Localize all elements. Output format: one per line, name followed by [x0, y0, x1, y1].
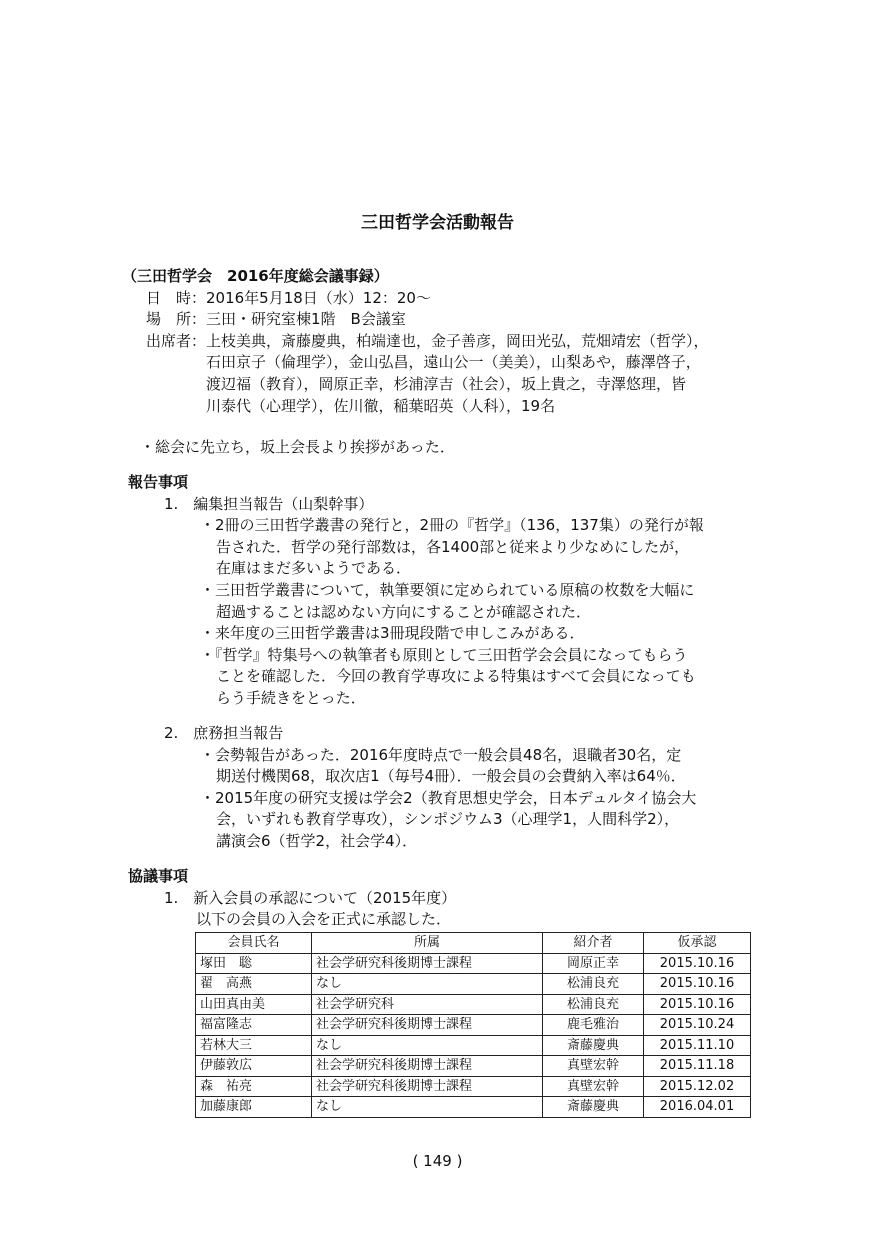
place-label: 場 所： [146, 310, 207, 329]
introducer: 松浦良充 [543, 974, 644, 995]
member-name: 翟 高燕 [196, 974, 312, 995]
report-bullets [128, 515, 704, 709]
place-value: 三田・研究室棟1階 B会議室 [206, 310, 406, 329]
affiliation: 社会学研究科後期博士課程 [312, 953, 543, 974]
attendees-line: 上枝美典，斎藤慶典，柏端達也，金子善彦，岡田光弘，荒畑靖宏（哲学）， [206, 331, 709, 350]
bullet-line: 期送付機関68，取次店1（毎号4冊）．一般会員の会費納入率は64％． [216, 767, 686, 786]
report-item-2 [128, 723, 696, 853]
affiliation: 社会学研究科後期博士課程 [312, 1056, 543, 1077]
member-name: 加藤康郎 [196, 1097, 312, 1118]
introducer: 真壁宏幹 [543, 1076, 644, 1097]
introducer: 岡原正幸 [543, 953, 644, 974]
introducer: 松浦良充 [543, 994, 644, 1015]
affiliation: 社会学研究科後期博士課程 [312, 1076, 543, 1097]
affiliation: なし [312, 1097, 543, 1118]
approval-date: 2016.04.01 [644, 1097, 751, 1118]
approval-date: 2015.11.10 [644, 1035, 751, 1056]
bullet-line: ・2冊の三田哲学叢書の発行と，2冊の『哲学』（136，137集）の発行が報 [200, 516, 704, 535]
table-row [196, 1015, 751, 1036]
date-value: 2016年5月18日（水）12：20～ [206, 288, 431, 307]
approval-date: 2015.10.16 [644, 994, 751, 1015]
bullet-line: ・三田哲学叢書について，執筆要領に定められている原稿の枚数を大幅に [200, 580, 695, 599]
col-provisional-approval: 仮承認 [644, 933, 751, 954]
introducer: 真壁宏幹 [543, 1056, 644, 1077]
approval-date: 2015.10.24 [644, 1015, 751, 1036]
bullet-line: 講演会6（哲学2，社会学4）． [216, 831, 418, 850]
attendees-line: 渡辺福（教育），岡原正幸，杉浦淳吉（社会），坂上貴之，寺澤悠理，皆 [206, 374, 687, 393]
table-row [196, 1056, 751, 1077]
page-title: 三田哲学会活動報告 [361, 213, 514, 233]
bullet-line: らう手続きをとった． [216, 688, 366, 707]
table-row [196, 994, 751, 1015]
member-name: 伊藤敦広 [196, 1056, 312, 1077]
bullet-line: ・2015年度の研究支援は学会2（教育思想史学会，日本デュルタイ協会大 [200, 788, 697, 807]
meeting-info [122, 266, 709, 417]
col-introducer: 紹介者 [543, 933, 644, 954]
page-number: ( 149 ) [412, 1152, 463, 1170]
deliberations-section [128, 866, 456, 931]
col-name: 会員氏名 [196, 933, 312, 954]
introducer: 斎藤慶典 [543, 1097, 644, 1118]
bullet-line: ことを確認した．今回の教育学専攻による特集はすべて会員になっても [216, 667, 696, 686]
reports-section [128, 472, 704, 710]
col-affiliation: 所属 [312, 933, 543, 954]
introducer: 斎藤慶典 [543, 1035, 644, 1056]
affiliation: 社会学研究科後期博士課程 [312, 1015, 543, 1036]
table-header-row [196, 933, 751, 954]
opening-note: ・総会に先立ち，坂上会長より挨拶があった． [140, 438, 455, 456]
deliberation-item-text: 以下の会員の入会を正式に承認した． [196, 910, 452, 929]
introducer: 鹿毛雅治 [543, 1015, 644, 1036]
bullet-line: ・『哲学』特集号への執筆者も原則として三田哲学会会員になってもらう [200, 645, 688, 664]
member-name: 若林大三 [196, 1035, 312, 1056]
bullet-line: 超過することは認めない方向にすることが確認された． [216, 602, 592, 621]
member-name: 山田真由美 [196, 994, 312, 1015]
attendees-line: 川泰代（心理学），佐川徹，稲葉昭英（人科），19名 [206, 396, 556, 415]
approval-date: 2015.10.16 [644, 953, 751, 974]
member-name: 福富隆志 [196, 1015, 312, 1036]
bullet-line: 告された．哲学の発行部数は，各1400部と従来より少なめにしたが， [216, 537, 690, 556]
minutes-heading: （三田哲学会 2016年度総会議事録） [122, 267, 389, 285]
table-row [196, 974, 751, 995]
table-row [196, 1035, 751, 1056]
table-row [196, 1097, 751, 1118]
attendees-label: 出席者： [146, 331, 207, 350]
approval-date: 2015.10.16 [644, 974, 751, 995]
table-row [196, 1076, 751, 1097]
deliberations-heading: 協議事項 [128, 867, 189, 885]
date-label: 日 時： [146, 288, 207, 307]
member-name: 塚田 聡 [196, 953, 312, 974]
affiliation: なし [312, 974, 543, 995]
report-item-label: 1. 編集担当報告（山梨幹事） [164, 494, 374, 513]
attendees-line: 石田京子（倫理学），金山弘昌，遠山公一（美美），山梨あや，藤澤啓子， [206, 353, 701, 372]
member-name: 森 祐亮 [196, 1076, 312, 1097]
approval-date: 2015.12.02 [644, 1076, 751, 1097]
reports-heading: 報告事項 [128, 473, 189, 491]
bullet-line: 在庫はまだ多いようである． [216, 559, 412, 578]
table-row [196, 953, 751, 974]
affiliation: なし [312, 1035, 543, 1056]
bullet-line: ・来年度の三田哲学叢書は3冊現段階で申しこみがある． [200, 624, 585, 643]
bullet-line: ・会勢報告があった．2016年度時点で一般会員48名，退職者30名，定 [200, 745, 682, 764]
approval-date: 2015.11.18 [644, 1056, 751, 1077]
deliberation-item-label: 1. 新入会員の承認について（2015年度） [164, 888, 457, 907]
report-item-label: 2. 庶務担当報告 [164, 724, 284, 742]
new-members-table [195, 932, 751, 1118]
bullet-line: 会，いずれも教育学専攻），シンポジウム3（心理学1，人間科学2）， [216, 810, 680, 829]
affiliation: 社会学研究科 [312, 994, 543, 1015]
